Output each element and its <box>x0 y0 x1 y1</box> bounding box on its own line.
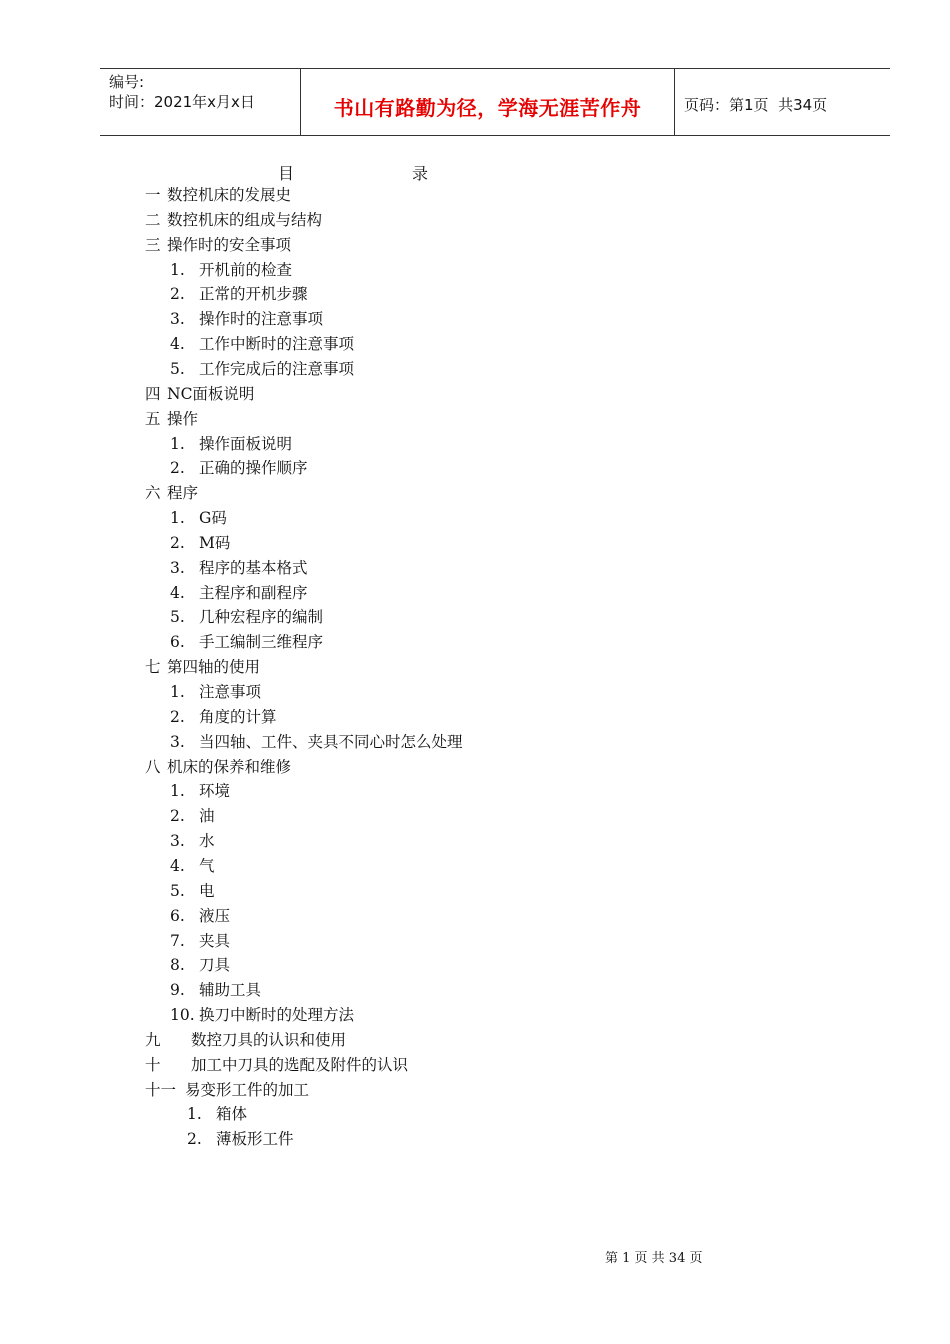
toc-entry <box>145 235 291 255</box>
toc-entry-number: 3. <box>170 310 185 329</box>
toc-entry-number: 4. <box>170 856 185 875</box>
toc-entry-number: 2. <box>170 807 185 826</box>
toc-entry <box>145 185 291 205</box>
toc-entry-number: 5. <box>170 881 185 900</box>
toc-entry-text: 电 <box>199 881 215 900</box>
toc-entry-number: 10. <box>170 1006 195 1025</box>
toc-entry-text: 油 <box>199 807 215 826</box>
toc-entry-number: 3. <box>170 732 185 751</box>
toc-entry-text: 辅助工具 <box>199 981 262 1000</box>
toc-entry-number: 5. <box>170 608 185 627</box>
toc-entry-number: 2. <box>170 285 185 304</box>
toc-entry <box>145 483 198 503</box>
toc-entry-text: 易变形工件的加工 <box>185 1080 310 1099</box>
toc-title-right: 录 <box>412 164 429 183</box>
toc-entry <box>170 806 215 826</box>
toc-entry <box>170 508 227 528</box>
toc-entry <box>170 458 308 478</box>
toc-entry-number: 1. <box>170 782 185 801</box>
toc-entry-text: 第四轴的使用 <box>167 658 261 677</box>
toc-entry-text: 液压 <box>199 906 231 925</box>
toc-entry-number: 2. <box>170 533 185 552</box>
toc-entry <box>170 1005 354 1025</box>
toc-entry-number: 1. <box>170 260 185 279</box>
toc-entry-text: 角度的计算 <box>199 707 277 726</box>
toc-entry-number: 六 <box>145 484 161 503</box>
toc-entry-number: 一 <box>145 186 161 204</box>
toc-entry-text: 机床的保养和维修 <box>167 757 292 776</box>
toc-entry <box>145 1080 309 1100</box>
toc-entry-text: 几种宏程序的编制 <box>199 608 324 627</box>
toc-entry-number: 八 <box>145 757 161 776</box>
toc-entry-number: 8. <box>170 956 185 975</box>
toc-entry <box>145 384 254 404</box>
toc-entry-text: 数控机床的发展史 <box>167 186 292 204</box>
toc-entry-number: 九 <box>145 1030 161 1049</box>
toc-entry-number: 1. <box>170 434 185 453</box>
toc-title-left: 目 <box>278 164 295 183</box>
toc-entry <box>170 707 277 727</box>
toc-entry-text: 数控机床的组成与结构 <box>167 210 323 229</box>
toc-entry-text: G码 <box>199 509 227 528</box>
toc-entry <box>170 434 292 454</box>
toc-entry-text: 环境 <box>199 782 231 801</box>
toc-entry <box>170 955 230 975</box>
toc-entry-number: 三 <box>145 235 161 254</box>
toc-entry <box>145 210 322 230</box>
toc-entry <box>170 309 323 329</box>
toc-entry <box>170 558 308 578</box>
toc-entry-text: M码 <box>199 533 231 552</box>
toc-entry <box>170 607 323 627</box>
toc-entry-text: 薄板形工件 <box>216 1130 294 1149</box>
toc-entry-text: 夹具 <box>199 931 231 950</box>
toc-entry-text: 正常的开机步骤 <box>199 285 308 304</box>
toc-entry <box>170 284 308 304</box>
toc-entry-text: 开机前的检查 <box>199 260 293 279</box>
toc-entry <box>170 260 292 280</box>
toc-entry-number: 3. <box>170 558 185 577</box>
toc-entry <box>145 657 260 677</box>
toc-entry <box>187 1129 294 1149</box>
toc-entry <box>170 359 354 379</box>
toc-entry-number: 二 <box>145 210 161 229</box>
toc-entry <box>170 906 230 926</box>
toc-entry-number: 4. <box>170 335 185 354</box>
toc-entry <box>170 632 323 652</box>
toc-entry-text: 加工中刀具的选配及附件的认识 <box>191 1055 409 1074</box>
toc-entry-text: 刀具 <box>199 956 231 975</box>
toc-entry-number: 1. <box>170 683 185 701</box>
toc-entry-text: 工作中断时的注意事项 <box>199 335 355 354</box>
toc-entry-text: 操作面板说明 <box>199 434 293 453</box>
toc-entry <box>170 682 261 702</box>
toc-entry-text: 主程序和副程序 <box>199 583 308 602</box>
toc-entry <box>170 334 354 354</box>
toc-entry <box>170 980 261 1000</box>
toc-entry-text: 当四轴、工件、夹具不同心时怎么处理 <box>199 732 463 751</box>
toc-entry-number: 5. <box>170 359 185 378</box>
toc-entry-number: 6. <box>170 906 185 925</box>
toc-entry <box>170 781 230 801</box>
toc-entry <box>170 831 215 851</box>
toc-entry-text: 手工编制三维程序 <box>199 633 324 652</box>
toc-entry <box>145 1055 408 1075</box>
toc-entry-text: NC面板说明 <box>167 384 255 403</box>
toc-entry <box>145 1030 346 1050</box>
toc-entry-number: 2. <box>170 459 185 478</box>
toc-entry-number: 1. <box>170 509 185 528</box>
header-page-label: 页码：第1页 共34页 <box>684 96 828 114</box>
page-footer: 第 1 页 共 34 页 <box>605 1251 703 1266</box>
toc-entry-text: 操作时的安全事项 <box>167 235 292 254</box>
toc-entry-text: 操作时的注意事项 <box>199 310 324 329</box>
toc-entry-text: 程序的基本格式 <box>199 558 308 577</box>
toc-entry-text: 操作 <box>167 409 199 428</box>
toc-entry-number: 十 <box>145 1055 161 1074</box>
toc-entry-text: 数控刀具的认识和使用 <box>191 1030 347 1049</box>
toc-entry-number: 7. <box>170 931 185 950</box>
toc-entry-number: 四 <box>145 384 161 403</box>
toc-entry-text: 箱体 <box>216 1105 248 1124</box>
toc-entry-number: 2. <box>170 707 185 726</box>
toc-entry <box>170 856 215 876</box>
toc-entry-text: 工作完成后的注意事项 <box>199 359 355 378</box>
toc-entry <box>170 533 230 553</box>
toc-entry-text: 程序 <box>167 484 199 503</box>
toc-entry-number: 五 <box>145 409 161 428</box>
toc-entry-number: 4. <box>170 583 185 602</box>
toc-entry <box>170 732 463 752</box>
toc-entry-number: 6. <box>170 633 185 652</box>
serial-label: 编号: <box>109 73 145 91</box>
toc-entry-text: 水 <box>199 832 215 851</box>
toc-entry-number: 9. <box>170 981 185 1000</box>
toc-entry-number: 3. <box>170 832 185 851</box>
toc-entry <box>187 1104 247 1124</box>
time-label: 时间：2021年x月x日 <box>109 93 255 111</box>
motto-text: 书山有路勤为径，学海无涯苦作舟 <box>333 96 642 120</box>
toc-entry-text: 气 <box>199 856 215 875</box>
toc-entry <box>170 881 215 901</box>
toc-entry-number: 十一 <box>145 1080 177 1099</box>
toc-entry <box>145 409 198 429</box>
toc-entry <box>145 757 291 777</box>
toc-entry-text: 换刀中断时的处理方法 <box>199 1006 355 1025</box>
toc-entry <box>170 931 230 951</box>
toc-entry-number: 1. <box>187 1105 202 1124</box>
toc-entry-text: 注意事项 <box>199 683 262 701</box>
toc-entry <box>170 583 308 603</box>
toc-entry-number: 2. <box>187 1130 202 1149</box>
toc-entry-number: 七 <box>145 658 161 677</box>
toc-entry-text: 正确的操作顺序 <box>199 459 308 478</box>
